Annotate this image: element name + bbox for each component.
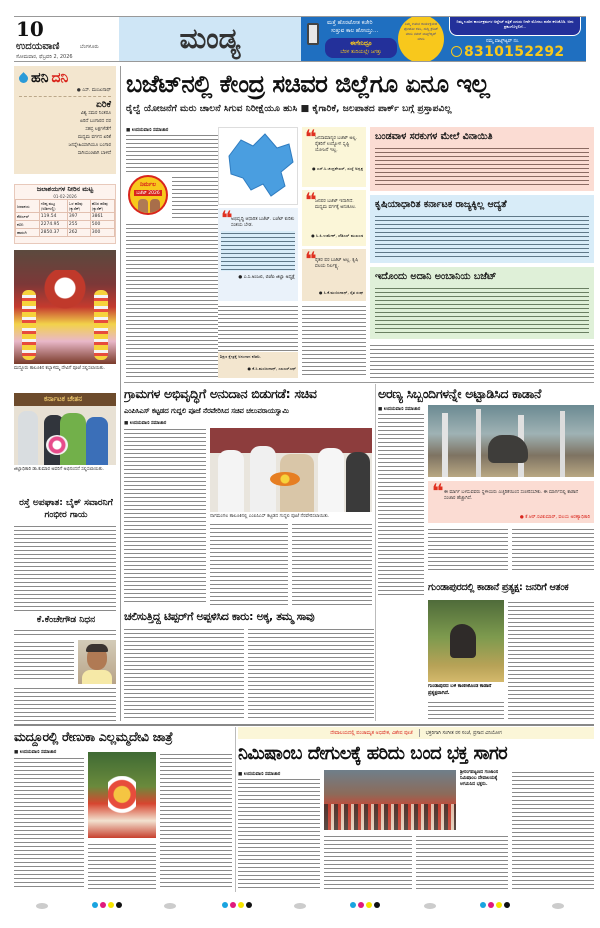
table-row xyxy=(16,229,115,237)
ad-circle-text: ನಿಮ್ಮ ಊರಿನ ಕಾರ್ಯಕ್ರಮದ ಫೋಟೋ ಕಳಿಸಿ, ಸುದ್ದಿ ಕ್ರೆಡಿಟ್ ಮಾಡಿ ನಮಗೆ ವಾಟ್ಸ್ಆ್ಯಪ್ ಮಾಡಿ xyxy=(403,22,439,41)
accident-headline: ರಸ್ತೆ ಅಪಘಾತ: ಬೈಕ್ ಸವಾರನಿಗೆ ಗಂಭೀರ ಗಾಯ xyxy=(19,498,113,520)
villages-byline: ■ ಉದಯವಾಣಿ ಸಮಾಚಾರ xyxy=(124,421,167,426)
box-agriculture xyxy=(370,195,594,263)
registration-oval xyxy=(294,903,306,909)
elephant-headline: ಅರಣ್ಯ ಸಿಬ್ಬಂದಿಗಳನ್ನೇ ಅಟ್ಟಾಡಿಸಿದ ಕಾಡಾನೆ xyxy=(378,386,542,401)
col-header: ಒಳ ಹರಿವು (ಕ್ಯುಸೆಕ್) xyxy=(67,200,90,213)
badge-line1: ನಿರ್ಮಲ xyxy=(139,181,157,188)
whatsapp-icon xyxy=(451,46,462,57)
kicker-left: ದೇವಾಲಯದಲ್ಲಿ ಪಂಚಾಮೃತ ಅಭಿಷೇಕ, ವಿಶೇಷ ಪೂಜೆ xyxy=(330,731,413,736)
col-header: ಹೊರ ಹರಿವು (ಕ್ಯುಸೆಕ್) xyxy=(90,200,114,213)
section-banner xyxy=(119,17,301,61)
honey-column xyxy=(14,66,116,174)
quote-author: ● ಎಸ್.ಸಿ.ಚಂದ್ರಶೇಖರ್, ಸಂಸ್ಥೆ ಅಧ್ಯಕ್ಷ xyxy=(312,166,363,171)
registration-oval xyxy=(36,903,48,909)
col-header: ಜಲಾಶಯ xyxy=(16,200,40,213)
ad-phone: 8310152292 xyxy=(464,44,565,60)
ad-banner[interactable] xyxy=(301,17,586,61)
bottom-divider xyxy=(14,724,594,726)
table-header-row xyxy=(16,200,115,213)
section-title: ಮಂಡ್ಯ xyxy=(179,22,241,55)
box-adani xyxy=(370,267,594,339)
box-body xyxy=(375,286,589,336)
obituary-body-3 xyxy=(14,686,116,722)
lead-body-1 xyxy=(126,133,218,173)
quote-icon: ❝ xyxy=(221,206,233,230)
renuka-body-1 xyxy=(14,756,84,890)
nimishamba-body-1 xyxy=(238,777,320,890)
table-cell: ಹಾರಂಗಿ xyxy=(16,229,40,237)
lead-body-2 xyxy=(172,175,218,220)
quote-author: ● ಸಿ.ಪಿ.ಉಮೇಶ್, ಜೆಡಿಎಸ್ ಮುಖಂಡ xyxy=(311,233,363,238)
quote-text: ಜನಪರ ಬಜೆಟ್ ಇದಾಗಿದೆ. ಮಧ್ಯಮ ವರ್ಗಕ್ಕೆ ಅನುಕೂಲ. xyxy=(315,199,357,210)
quote-icon: ❝ xyxy=(305,125,317,149)
district-map xyxy=(218,127,298,205)
col-header: ಗರಿಷ್ಠ ಮಟ್ಟ (ಅಡಿಗಳಲ್ಲಿ) xyxy=(39,200,67,213)
quote-text: ಅಭಿವೃದ್ಧಿ ಆಧಾರಿತ ಬಜೆಟ್. ಬಜೆಟ್ ಕುರಿತು ಸಂಶಯ ಬೇಡ. xyxy=(231,217,295,228)
drop-icon xyxy=(17,72,30,85)
quote-author: ● ಎ.ಸಿ.ಅಂಜಲಿ, ಬಿಜೆಪಿ ಜಿಲ್ಲಾ ಅಧ್ಯಕ್ಷೆ xyxy=(238,275,295,280)
minister-event-photo xyxy=(210,428,372,512)
gundapura-body-2 xyxy=(508,600,594,720)
box-title: ಇದೊಂದು ಅದಾನಿ ಅಂಬಾನಿಯ ಬಜೆಟ್ xyxy=(375,271,497,282)
budget-badge xyxy=(128,175,168,215)
table-cell: 300 xyxy=(90,229,114,237)
table-cell: ಕಬಿನಿ xyxy=(16,221,40,229)
quote-text: ಶಿಕ್ಷಣ ಕ್ಷೇತ್ರಕ್ಕೆ ಅನುದಾನ ಕಡಿಮೆ. xyxy=(220,354,262,359)
ad-whatsapp-label: ನಮ್ಮ ವಾಟ್ಸ್ಆ್ಯಪ್ ನಂ. xyxy=(486,39,520,44)
poem-line: ಸಹಸ್ರ ಲಕ್ಷಗಳೆಡೆಗೆ xyxy=(85,127,111,132)
honey-title: ಏರಿಕೆ xyxy=(96,100,111,110)
reservoir-table xyxy=(14,184,116,244)
obituary-body xyxy=(14,628,116,638)
honey-brand-a: ಹನಿ xyxy=(31,70,49,86)
phone-hand-icon xyxy=(307,23,319,45)
kicker-separator xyxy=(419,729,420,737)
temple-caption: ಮದ್ದೂರು ತಾಲೂಕಿನ ಕಬ್ಬಾಳಮ್ಮ ದೇವಿಗೆ ಪೂಜೆ ಸಲ್ಲಿಸಲಾಯಿತು. xyxy=(14,366,106,371)
honey-brand-b: ದನಿ xyxy=(51,70,69,86)
villages-body-1 xyxy=(124,427,206,605)
ad-box-text: ನಿಮ್ಮ ಊರಿನ ಕಾರ್ಯಕ್ರಮಗಳ ಅಪ್ಡೇಟ್ ಪತ್ರಿಕೆ ಎದುರು ನೀವೇ ಮೊದಲು ಪಡೆದ ಕಳಿಸಿಕೊಡಿ. ಅದು ಪ್ರಕಟಗೊಳ್ಳಲಿದೆ... xyxy=(456,19,574,29)
box-title: ಬಂಡವಾಳ ಸರಕುಗಳ ಮೇಲೆ ವಿನಾಯಿತಿ xyxy=(375,131,493,142)
obituary-headline: ಕೆ.ಕೆಂಚೇಗೌಡ ನಿಧನ xyxy=(36,615,96,625)
poem-line: ಏರಿದೆ ಬಂಗಾರದ ದರ xyxy=(80,119,111,124)
poem-line: ವಿಶ್ವ ಸಮರ ನಿಂತರೂ xyxy=(80,111,111,116)
temple-deity-photo xyxy=(14,250,116,364)
table-cell: ಕೆಆರ್ಎಸ್ xyxy=(16,213,40,221)
felicitation-caption: ಜಿಲ್ಲಾಧಿಕಾರಿ ಡಾ.ಕುಮಾರ ಅವರಿಗೆ ಅಭಿನಂದನೆ ಸಲ್ಲಿಸಲಾಯಿತು. xyxy=(14,467,104,472)
nimishamba-kicker xyxy=(238,727,594,739)
quote-box-4 xyxy=(302,249,366,301)
elephant-body-2 xyxy=(428,527,508,573)
ad-highlight1: ಈಗೇನಿದ್ರೂ xyxy=(350,40,372,47)
registration-oval xyxy=(424,903,436,909)
elephant-quote-box xyxy=(428,481,594,523)
nimishamba-byline: ■ ಉದಯವಾಣಿ ಸಮಾಚಾರ xyxy=(238,772,281,777)
quote-icon: ❝ xyxy=(305,247,317,271)
table-cell: 3861 xyxy=(90,213,114,221)
quote-author: ● ಸಿ.ಕೆ.ಮಂಜುನಾಥ್, ರೈತ ಸಂಘ xyxy=(319,290,363,295)
lead-byline: ■ ಉದಯವಾಣಿ ಸಮಾಚಾರ xyxy=(126,128,169,133)
devotees-photo-caption: ಶ್ರೀರಂಗಪಟ್ಟಣದ ಗಂಜಾಂನ ನಿಮಿಷಾಂಬ ದೇವಾಲಯಕ್ಕೆ ಆಗಮಿಸಿದ ಭಕ್ತರು. xyxy=(460,770,499,787)
table-cell: 500 xyxy=(90,221,114,229)
quote-box-1 xyxy=(218,208,298,301)
gundapura-caption: ಗುಂಡಾಪುರದ ಬಳಿ ಕಾಣಿಸಿಕೊಂಡ ಕಾಡಾನೆ ಪ್ರತ್ಯಕ್ಷವಾಗಿದೆ. xyxy=(428,684,492,696)
vertical-divider-bottom xyxy=(235,727,236,892)
elephant-forest-photo xyxy=(428,405,594,477)
renuka-deity-photo xyxy=(88,752,156,838)
issue-date: ಸೋಮವಾರ, ಫೆಬ್ರವರಿ 2, 2026 xyxy=(16,54,73,60)
lead-headline: ಬಜೆಟ್‌ನಲ್ಲಿ ಕೇಂದ್ರ ಸಚಿವರ ಜಿಲ್ಲೆಗೂ ಏನೂ ಇಲ್ಲ xyxy=(126,70,490,98)
table-cell: 397 xyxy=(67,213,90,221)
box-capital-goods xyxy=(370,127,594,191)
badge-line2: ಬಜೆಟ್ 2026 xyxy=(134,190,162,196)
ad-line1: ಮತ್ತೆ ಹೊರಟೋತ ಕಚೇರಿ xyxy=(327,20,373,26)
table-cell: 2274.95 xyxy=(39,221,67,229)
renuka-body-2 xyxy=(88,842,156,890)
table-row xyxy=(16,221,115,229)
cmyk-dots xyxy=(350,902,380,908)
vertical-divider-mid xyxy=(375,384,376,721)
villages-headline: ಗ್ರಾಮಗಳ ಅಭಿವೃದ್ಧಿಗೆ ಅನುದಾನ ಬಿಡುಗಡೆ: ಸಚಿವ xyxy=(124,386,317,401)
mandya-map-icon xyxy=(219,128,297,204)
reservoir-grid xyxy=(15,199,115,237)
car-body-1 xyxy=(124,627,244,721)
elephant-quote-author: ● ಕೆ.ಆರ್.ರವಿಕುಮಾರ್, ವಲಯ ಅರಣ್ಯಾಧಿಕಾರಿ xyxy=(519,515,590,520)
elephant-body-3 xyxy=(512,527,594,573)
poem-line: ಸಾಗಿಯುಂಟಾಗಿ ಬಾಳಿದೆ xyxy=(77,151,111,156)
nimishamba-headline: ನಿಮಿಷಾಂಬ ದೇಗುಲಕ್ಕೆ ಹರಿದು ಬಂದ ಭಕ್ತ ಸಾಗರ xyxy=(238,743,508,764)
paper-name: ಉದಯವಾಣಿ xyxy=(16,41,60,52)
lead-quote-extra xyxy=(218,352,298,378)
quote-author: ● ಕೆ.ಸಿ.ಮಂಜುನಾಥ್, ಎಐಎಸ್ಎಫ್ xyxy=(247,366,296,371)
masthead xyxy=(14,16,586,62)
felicitation-photo xyxy=(14,393,116,465)
obituary-portrait xyxy=(78,640,116,684)
gundapura-body-1 xyxy=(428,700,504,720)
box-body xyxy=(375,214,589,260)
reservoir-title: ಜಲಾಶಯಗಳ ನೀರಿನ ಮಟ್ಟ xyxy=(36,185,94,193)
nimishamba-body-3 xyxy=(416,834,508,890)
ad-circle xyxy=(398,17,444,61)
quote-icon: ❝ xyxy=(432,479,444,503)
nimishamba-body-2 xyxy=(324,834,412,890)
edition: ಬೆಂಗಳೂರು xyxy=(80,44,99,50)
ad-info-box xyxy=(449,17,581,36)
column-divider xyxy=(120,66,121,721)
kicker-right: ಭಕ್ತರಿಗಾಗಿ ಸಂಗೀತ ರಸ ಸಂಜೆ, ಪ್ರಸಾದ ವಿನಿಯೋಗ xyxy=(425,731,502,736)
page-number: 10 xyxy=(16,17,44,41)
table-row xyxy=(16,213,115,221)
quote-body xyxy=(221,231,295,271)
villages-subhead: ಎಂಪಿಸಿಎಸ್ ಕಟ್ಟಡದ ಗುದ್ದಲಿ ಪೂಜೆ ನೆರವೇರಿಸಿದ ಸಚಿವ ಚಲುವರಾಯಸ್ವಾಮಿ xyxy=(124,407,289,415)
quote-box-2 xyxy=(302,127,366,187)
elephant-byline: ■ ಉದಯವಾಣಿ ಸಮಾಚಾರ xyxy=(378,407,421,412)
lead-body-5 xyxy=(302,304,366,378)
registration-oval xyxy=(552,903,564,909)
quote-text: ರೈತರ ಪರ ಬಜೆಟ್ ಅಲ್ಲ. ಕೃಷಿ ವಲಯ ನಿರ್ಲಕ್ಷ್ಯ. xyxy=(315,258,359,269)
car-accident-headline: ಚಲಿಸುತ್ತಿದ್ದ ಟಿಪ್ಪರ್‌ಗೆ ಅಪ್ಪಳಿಸಿದ ಕಾರು: ಅಕ್ಕ, ತಮ್ಮ ಸಾವು xyxy=(124,610,315,623)
car-body-2 xyxy=(248,627,374,721)
elephant-quote-text: ಈ ಮಾರ್ಗ ಬಳಸುವವರು ಸ್ಥಳೀಯರು ಎಚ್ಚರಿಕೆಯಿಂದ ಸಂಚರಿಸಬೇಕು. ಈ ಮಾರ್ಗದಲ್ಲಿ ಕಾಡಾನೆ ಸಂಚಾರ ಹೆಚ್ಚಾಗಿದೆ. xyxy=(444,490,579,501)
photo-banner-text: ಕರ್ನಾಟಕ ಚೇತನ xyxy=(44,395,82,403)
quote-text: ಜನಸಾಮಾನ್ಯರ ಬಜೆಟ್ ಅಲ್ಲ. ರೈತರಿಗೆ ಉದ್ಯೋಗ ಸೃಷ್ಟಿ ಯೋಜನೆ ಇಲ್ಲ. xyxy=(315,136,358,153)
reservoir-date: 01-02-2026 xyxy=(53,194,77,199)
elephant-body-1 xyxy=(378,412,424,598)
cmyk-dots xyxy=(92,902,122,908)
box-body xyxy=(375,146,589,188)
quote-box-3 xyxy=(302,190,366,246)
honey-author: ● ಎಸ್. ಮಂಜುನಾಥ್ xyxy=(76,88,111,93)
renuka-headline: ಮದ್ದೂರಲ್ಲಿ ರೇಣುಕಾ ಎಲ್ಲಮ್ಮದೇವಿ ಜಾತ್ರೆ xyxy=(14,729,173,744)
box-title: ಕೃಷಿಯಾಧಾರಿತ ಕರ್ನಾಟಕ ರಾಜ್ಯಕ್ಕಿಲ್ಲ ಆದ್ಯತೆ xyxy=(375,199,507,210)
villages-photo-caption: ನಾಗಮಂಗಲ ತಾಲೂಕಿನಲ್ಲಿ ಎಂಪಿಸಿಎಸ್ ಕಟ್ಟಡದ ಗುದ್ದಲಿ ಪೂಜೆ ನೆರವೇರಿಸಲಾಯಿತು. xyxy=(210,514,330,519)
section-divider xyxy=(124,382,594,383)
table-cell: 119.54 xyxy=(39,213,67,221)
honey-poem xyxy=(19,110,111,158)
table-cell: 262 xyxy=(67,229,90,237)
table-cell: 2850.37 xyxy=(39,229,67,237)
wild-elephant-photo xyxy=(428,600,504,682)
ad-highlight2: ಬೆರಳ ತುದಿಯಲ್ಲೇ ಜಗತ್ತು xyxy=(340,49,382,55)
ad-line2: ಸುತ್ತುವ ಕಾಲ ಹೋಯ್ತು... xyxy=(331,28,379,34)
poem-line: ಜನಸ್ನೇಹಿಯಾಗಿಯೂ ಬಂಗಾರ xyxy=(68,143,111,148)
gundapura-headline: ಗುಂಡಾಪುರದಲ್ಲಿ ಕಾಡಾನೆ ಪ್ರತ್ಯಕ್ಷ: ಜನರಿಗೆ ಆತಂಕ xyxy=(428,582,569,593)
renuka-byline: ■ ಉದಯವಾಣಿ ಸಮಾಚಾರ xyxy=(14,750,57,755)
nimishamba-body-4 xyxy=(512,770,594,890)
villages-body-2 xyxy=(210,522,288,607)
obituary-body-2 xyxy=(14,640,74,682)
cmyk-dots xyxy=(480,902,510,908)
cmyk-dots xyxy=(222,902,252,908)
villages-body-3 xyxy=(292,522,372,607)
lead-subhead: ರೈಲ್ವೆ ಯೋಜನೆಗೆ ಮರು ಚಾಲನೆ ಸಿಗುವ ನಿರೀಕ್ಷೆಯೂ ಹುಸಿ ■ ಕೈಗಾರಿಕೆ, ಜಲಪಾತದ ಪಾರ್ಕ್ ಬಗ್ಗೆ ಪ್ರಸ್ತಾಪವಿಲ್ಲ xyxy=(126,103,452,114)
renuka-body-3 xyxy=(160,752,232,890)
accident-body xyxy=(14,524,116,611)
devotees-crowd-photo xyxy=(324,770,456,830)
poem-line: ಮಧ್ಯಮ ವರ್ಗದ ಏರಿಕೆ xyxy=(78,135,111,140)
lead-body-3 xyxy=(126,222,218,378)
lead-body-6 xyxy=(370,343,594,379)
registration-oval xyxy=(164,903,176,909)
table-cell: 255 xyxy=(67,221,90,229)
print-marks xyxy=(0,898,600,918)
ad-highlight-box xyxy=(325,38,397,58)
quote-icon: ❝ xyxy=(305,188,317,212)
